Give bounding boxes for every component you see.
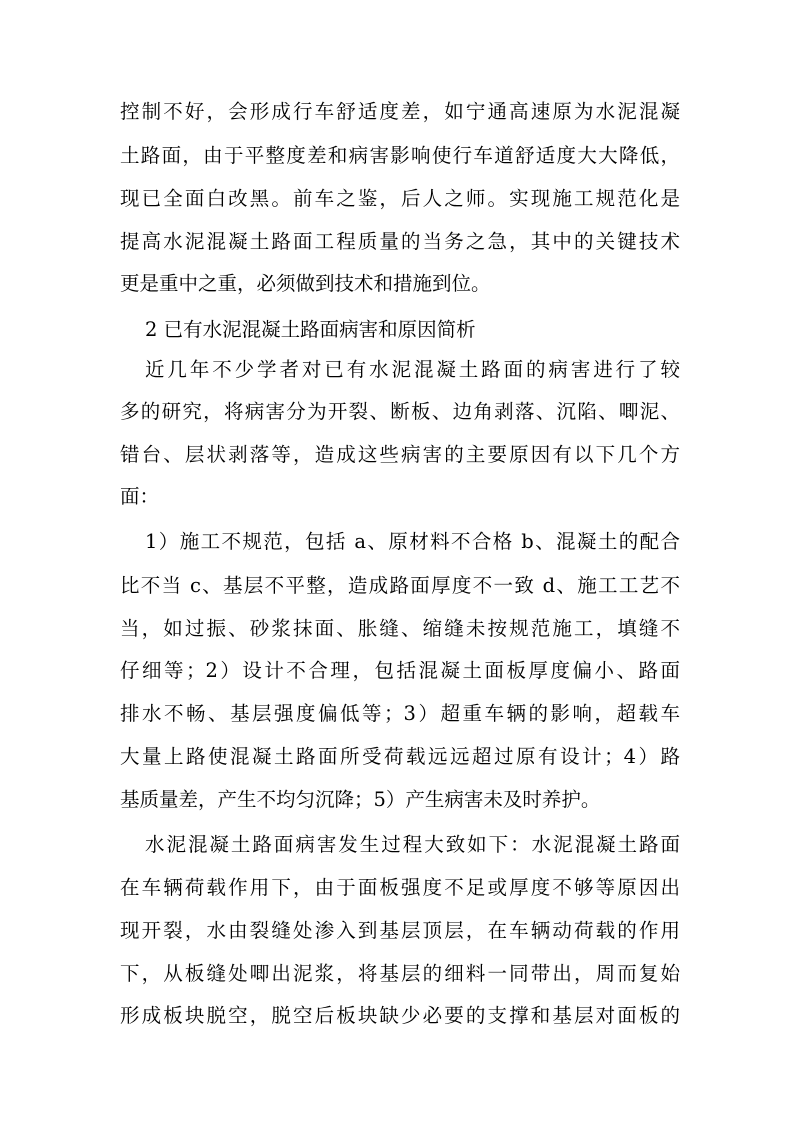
text-line: 更是重中之重，必须做到技术和措施到位。 (120, 272, 491, 295)
text-line: 大量上路使混凝土路面所受荷载远远超过原有设计；4）路 (120, 745, 680, 768)
text-line: 面： (120, 485, 160, 508)
text-line: 现开裂，水由裂缝处渗入到基层顶层，在车辆动荷载的作用 (120, 919, 680, 942)
text-line: 错台、层状剥落等，造成这些病害的主要原因有以下几个方 (120, 443, 680, 466)
text-line: 近几年不少学者对已有水泥混凝土路面的病害进行了较 (145, 358, 680, 381)
text-line: 现已全面白改黑。前车之鉴，后人之师。实现施工规范化是 (120, 187, 680, 210)
text-line: 水泥混凝土路面病害发生过程大致如下：水泥混凝土路面 (145, 833, 680, 856)
text-line: 土路面，由于平整度差和病害影响使行车道舒适度大大降低， (120, 144, 680, 167)
text-line: 下，从板缝处唧出泥浆，将基层的细料一同带出，周而复始 (120, 962, 680, 985)
section-heading: 2 已有水泥混凝土路面病害和原因简析 (145, 318, 476, 341)
text-line: 提高水泥混凝土路面工程质量的当务之急，其中的关键技术 (120, 230, 680, 253)
text-line: 形成板块脱空，脱空后板块缺少必要的支撑和基层对面板的 (120, 1004, 680, 1027)
text-line: 控制不好，会形成行车舒适度差，如宁通高速原为水泥混凝 (120, 100, 680, 123)
text-line: 基质量差，产生不均匀沉降；5）产生病害未及时养护。 (120, 788, 601, 811)
text-line: 1）施工不规范，包括 a、原材料不合格 b、混凝土的配合 (145, 530, 680, 553)
text-line: 仔细等；2）设计不合理，包括混凝土面板厚度偏小、路面 (120, 659, 680, 682)
text-line: 当，如过振、砂浆抹面、胀缝、缩缝未按规范施工，填缝不 (120, 617, 680, 640)
text-line: 在车辆荷载作用下，由于面板强度不足或厚度不够等原因出 (120, 876, 680, 899)
text-line: 多的研究，将病害分为开裂、断板、边角剥落、沉陷、唧泥、 (120, 400, 680, 423)
text-line: 比不当 c、基层不平整，造成路面厚度不一致 d、施工工艺不 (120, 574, 680, 597)
text-line: 排水不畅、基层强度偏低等；3）超重车辆的影响，超载车 (120, 702, 680, 725)
